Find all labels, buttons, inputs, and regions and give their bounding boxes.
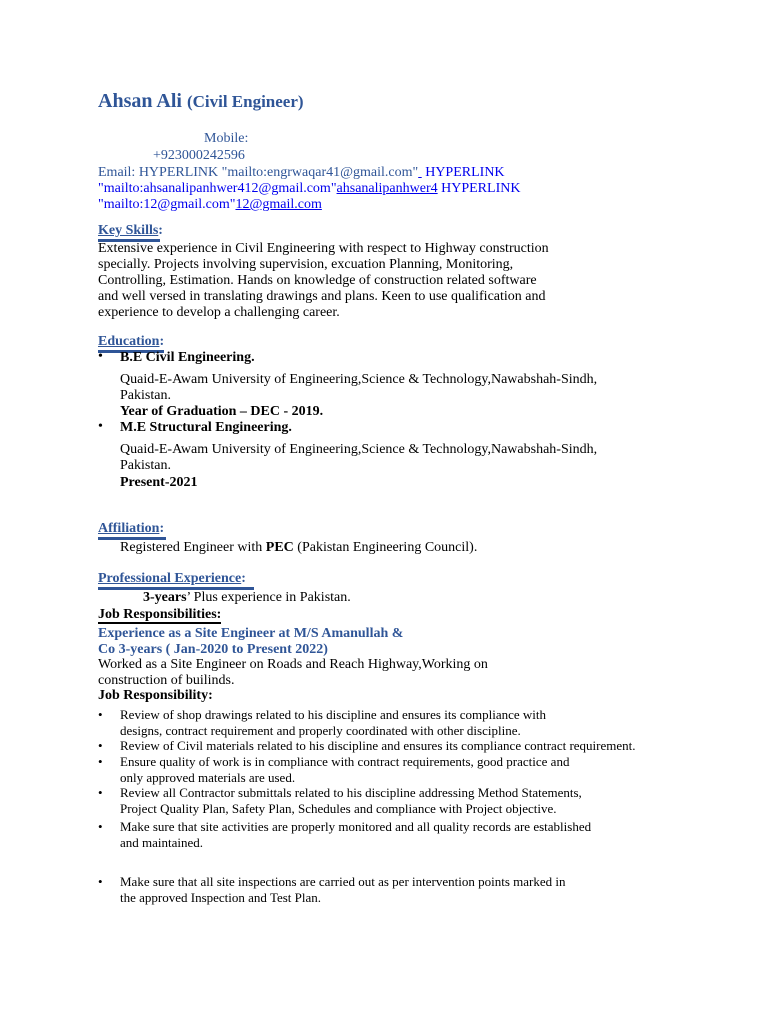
affiliation-pec: PEC xyxy=(265,540,294,555)
responsibility-line: Review of shop drawings related to his discipline and ensures its compliance with xyxy=(120,707,547,722)
responsibility-line: Make sure that all site inspections are carried out as per intervention points marked in xyxy=(120,874,566,889)
institution-1-line2: Pakistan. xyxy=(120,388,171,403)
graduation-year-2: Present-2021 xyxy=(120,475,198,490)
email-line-1 xyxy=(98,165,505,181)
responsibility-line: Ensure quality of work is in compliance with contract requirements, good practice and xyxy=(120,754,570,769)
institution-2-line2: Pakistan. xyxy=(120,458,171,473)
name-text: Ahsan Ali xyxy=(98,90,182,112)
key-skills-text xyxy=(98,241,549,321)
responsibility-line: Project Quality Plan, Safety Plan, Schedules and compliance with Project objective. xyxy=(120,800,557,816)
key-skills-title: Key Skills xyxy=(98,223,159,238)
job-responsibility-heading: Job Responsibility: xyxy=(98,688,213,703)
candidate-name xyxy=(98,90,304,113)
professional-experience-colon: : xyxy=(241,571,246,586)
key-skills-line: and well versed in translating drawings and plans. Keen to use qualification and xyxy=(98,289,546,304)
bullet-icon: • xyxy=(98,785,103,800)
email-hyperlink-1[interactable]: HYPERLINK xyxy=(425,165,505,180)
responsibility-line: Make sure that site activities are properly monitored and all quality records are established xyxy=(120,819,592,834)
responsibility-item xyxy=(120,785,582,816)
bullet-icon: • xyxy=(98,874,103,889)
email-line-3 xyxy=(98,197,322,213)
role-desc-line-1: Worked as a Site Engineer on Roads and Reach Highway,Working on xyxy=(98,657,488,672)
role-desc-line-2: construction of builinds. xyxy=(98,673,235,688)
affiliation-text xyxy=(120,540,477,556)
email-line-2 xyxy=(98,181,520,197)
job-title: (Civil Engineer) xyxy=(186,92,304,111)
job-responsibilities-heading: Job Responsibilities: xyxy=(98,607,222,622)
email-link-spacer[interactable] xyxy=(418,165,422,180)
role-line-2: Co 3-years ( Jan-2020 to Present 2022) xyxy=(98,642,328,657)
bullet-icon: • xyxy=(98,349,103,364)
affiliation-before: Registered Engineer with xyxy=(120,540,266,555)
bullet-icon: • xyxy=(98,707,103,722)
email-mailto-2: "mailto:ahsanalipanhwer412@gmail.com" xyxy=(98,181,337,196)
responsibility-item xyxy=(120,754,569,785)
email-link-2[interactable]: ahsanalipanhwer4 xyxy=(336,181,438,196)
affiliation-colon: : xyxy=(159,521,165,536)
education-title: Education xyxy=(98,334,160,349)
email-hyperlink-2[interactable]: HYPERLINK xyxy=(441,181,521,196)
responsibility-item xyxy=(120,874,565,905)
responsibility-line: Review of Civil materials related to his discipline and ensures its compliance contract requirement. xyxy=(120,738,636,753)
mobile-label: Mobile: xyxy=(204,131,249,146)
professional-experience-title: Professional Experience xyxy=(98,571,242,586)
responsibility-line: only approved materials are used. xyxy=(120,769,296,785)
graduation-year-1: Year of Graduation – DEC - 2019. xyxy=(120,404,324,419)
bullet-icon: • xyxy=(98,419,103,434)
education-colon: : xyxy=(159,334,165,349)
responsibility-item xyxy=(120,707,546,738)
email-mailto-3: "mailto:12@gmail.com" xyxy=(98,197,236,212)
bullet-icon: • xyxy=(98,738,103,753)
bullet-icon: • xyxy=(98,754,103,769)
institution-1-line1: Quaid-E-Awam University of Engineering,Science & Technology,Nawabshah-Sindh, xyxy=(120,372,598,387)
education-heading xyxy=(98,334,164,350)
responsibility-line: and maintained. xyxy=(120,834,204,850)
key-skills-line: Controlling, Estimation. Hands on knowledge of construction related software xyxy=(98,273,537,288)
institution-2-line1: Quaid-E-Awam University of Engineering,Science & Technology,Nawabshah-Sindh, xyxy=(120,442,598,457)
key-skills-line: Extensive experience in Civil Engineering with respect to Highway construction xyxy=(98,241,549,256)
role-line-1: Experience as a Site Engineer at M/S Amanullah & xyxy=(98,626,404,641)
professional-experience-heading xyxy=(98,571,246,587)
key-skills-line: specially. Projects involving supervision, excuation Planning, Monitoring, xyxy=(98,257,514,272)
responsibility-item xyxy=(120,819,591,850)
email-link-3[interactable]: 12@gmail.com xyxy=(235,197,322,212)
affiliation-heading xyxy=(98,521,164,537)
responsibility-line: the approved Inspection and Test Plan. xyxy=(120,889,322,905)
experience-years xyxy=(143,590,351,606)
key-skills-colon: : xyxy=(158,223,163,238)
email-prefix: Email: HYPERLINK "mailto:engrwaqar41@gmail.com" xyxy=(98,165,419,180)
degree-1: B.E Civil Engineering. xyxy=(120,350,255,365)
degree-2: M.E Structural Engineering. xyxy=(120,420,292,435)
bullet-icon: • xyxy=(98,819,103,834)
responsibility-item xyxy=(120,738,636,754)
experience-years-bold: 3-years xyxy=(143,590,187,605)
responsibility-line: Review all Contractor submittals related to his discipline addressing Method Statements, xyxy=(120,785,582,800)
affiliation-title: Affiliation xyxy=(98,521,160,536)
responsibility-line: designs, contract requirement and properly coordinated with other discipline. xyxy=(120,722,521,738)
experience-years-rest: ’ Plus experience in Pakistan. xyxy=(186,590,351,605)
affiliation-after: (Pakistan Engineering Council). xyxy=(293,540,478,555)
mobile-number: +923000242596 xyxy=(153,148,245,163)
key-skills-line: experience to develop a challenging career. xyxy=(98,305,340,320)
key-skills-heading xyxy=(98,223,163,239)
